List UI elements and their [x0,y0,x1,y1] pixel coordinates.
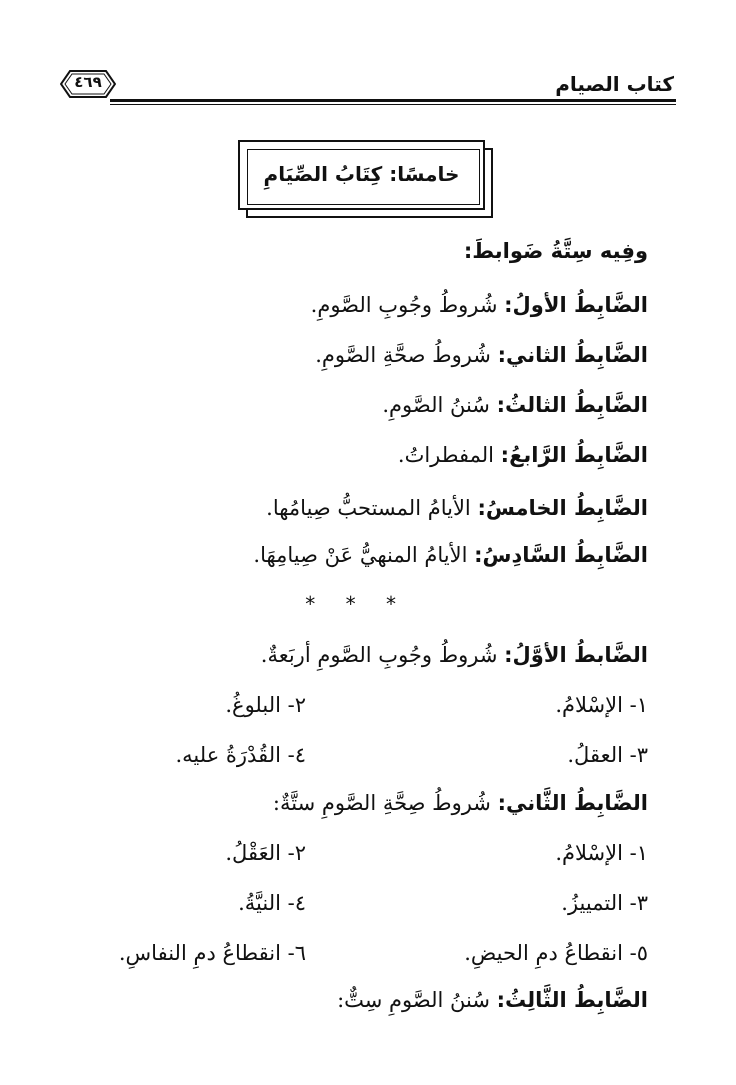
list-item: ٥- انقطاعُ دمِ الحيضِ. [464,941,648,965]
summary-line-6 [253,540,648,570]
list-item: ٣- التمييزُ. [561,891,648,915]
section-separator: * * * [305,592,408,616]
list-item: ٤- القُدْرَةُ عليه. [175,743,306,767]
summary-line-5 [266,493,648,523]
header-rule-thin [110,104,676,105]
summary-text: الأيامُ المنهيُّ عَنْ صِيامِهَا. [253,543,475,567]
intro-text: وفِيه سِتَّةُ ضَوابطَ: [463,239,648,263]
list-item: ٦- انقطاعُ دمِ النفاسِ. [118,941,306,965]
list-item: ١- الإسْلامُ. [555,693,648,717]
section-label: الضَّابطُ الأوَّلُ: [504,643,648,667]
list-item: ٢- البلوغُ. [225,693,306,717]
header-rule [110,99,676,102]
section2-heading [273,788,648,818]
summary-label: الضَّابِطُ الثاني: [497,343,648,367]
summary-label: الضَّابِطُ السَّادِسُ: [474,543,648,567]
chapter-title-box [238,140,493,218]
summary-label: الضَّابِطُ الأولُ: [504,293,648,317]
list-item: ٣- العقلُ. [567,743,648,767]
chapter-title: خامسًا: كِتَابُ الصِّيَامِ [263,162,460,186]
page-number-badge [60,70,116,98]
section-text: شُروطُ وجُوبِ الصَّومِ أربَعةٌ. [260,643,505,667]
summary-label: الضَّابِطُ الرَّابعُ: [500,443,648,467]
section-text: سُننُ الصَّومِ سِتٌّ: [337,988,497,1012]
page-number: ٤٦٩ [74,73,102,91]
summary-line-3 [382,390,648,420]
summary-text: سُننُ الصَّومِ. [382,393,497,417]
list-item: ٢- العَقْلُ. [225,841,306,865]
section-text: شُروطُ صِحَّةِ الصَّومِ ستَّةٌ: [272,791,498,815]
section3-heading [337,985,648,1015]
section-label: الضَّابِطُ الثَّالِثُ: [496,988,648,1012]
summary-line-2 [315,340,648,370]
section1-heading [261,640,648,670]
summary-text: المفطراتُ. [397,443,501,467]
summary-text: الأيامُ المستحبُّ صِيامُها. [266,496,478,520]
summary-line-1 [311,290,648,320]
list-item: ٤- النيَّةُ. [238,891,306,915]
summary-label: الضَّابِطُ الخامسُ: [477,496,648,520]
intro-line [464,236,648,266]
summary-label: الضَّابِطُ الثالثُ: [496,393,648,417]
summary-text: شُروطُ وجُوبِ الصَّومِ. [310,293,505,317]
summary-line-4 [398,440,648,470]
summary-text: شُروطُ صحَّةِ الصَّومِ. [315,343,498,367]
running-title: كتاب الصيام [555,72,674,96]
list-item: ١- الإسْلامُ. [555,841,648,865]
section-label: الضَّابِطُ الثَّاني: [497,791,648,815]
